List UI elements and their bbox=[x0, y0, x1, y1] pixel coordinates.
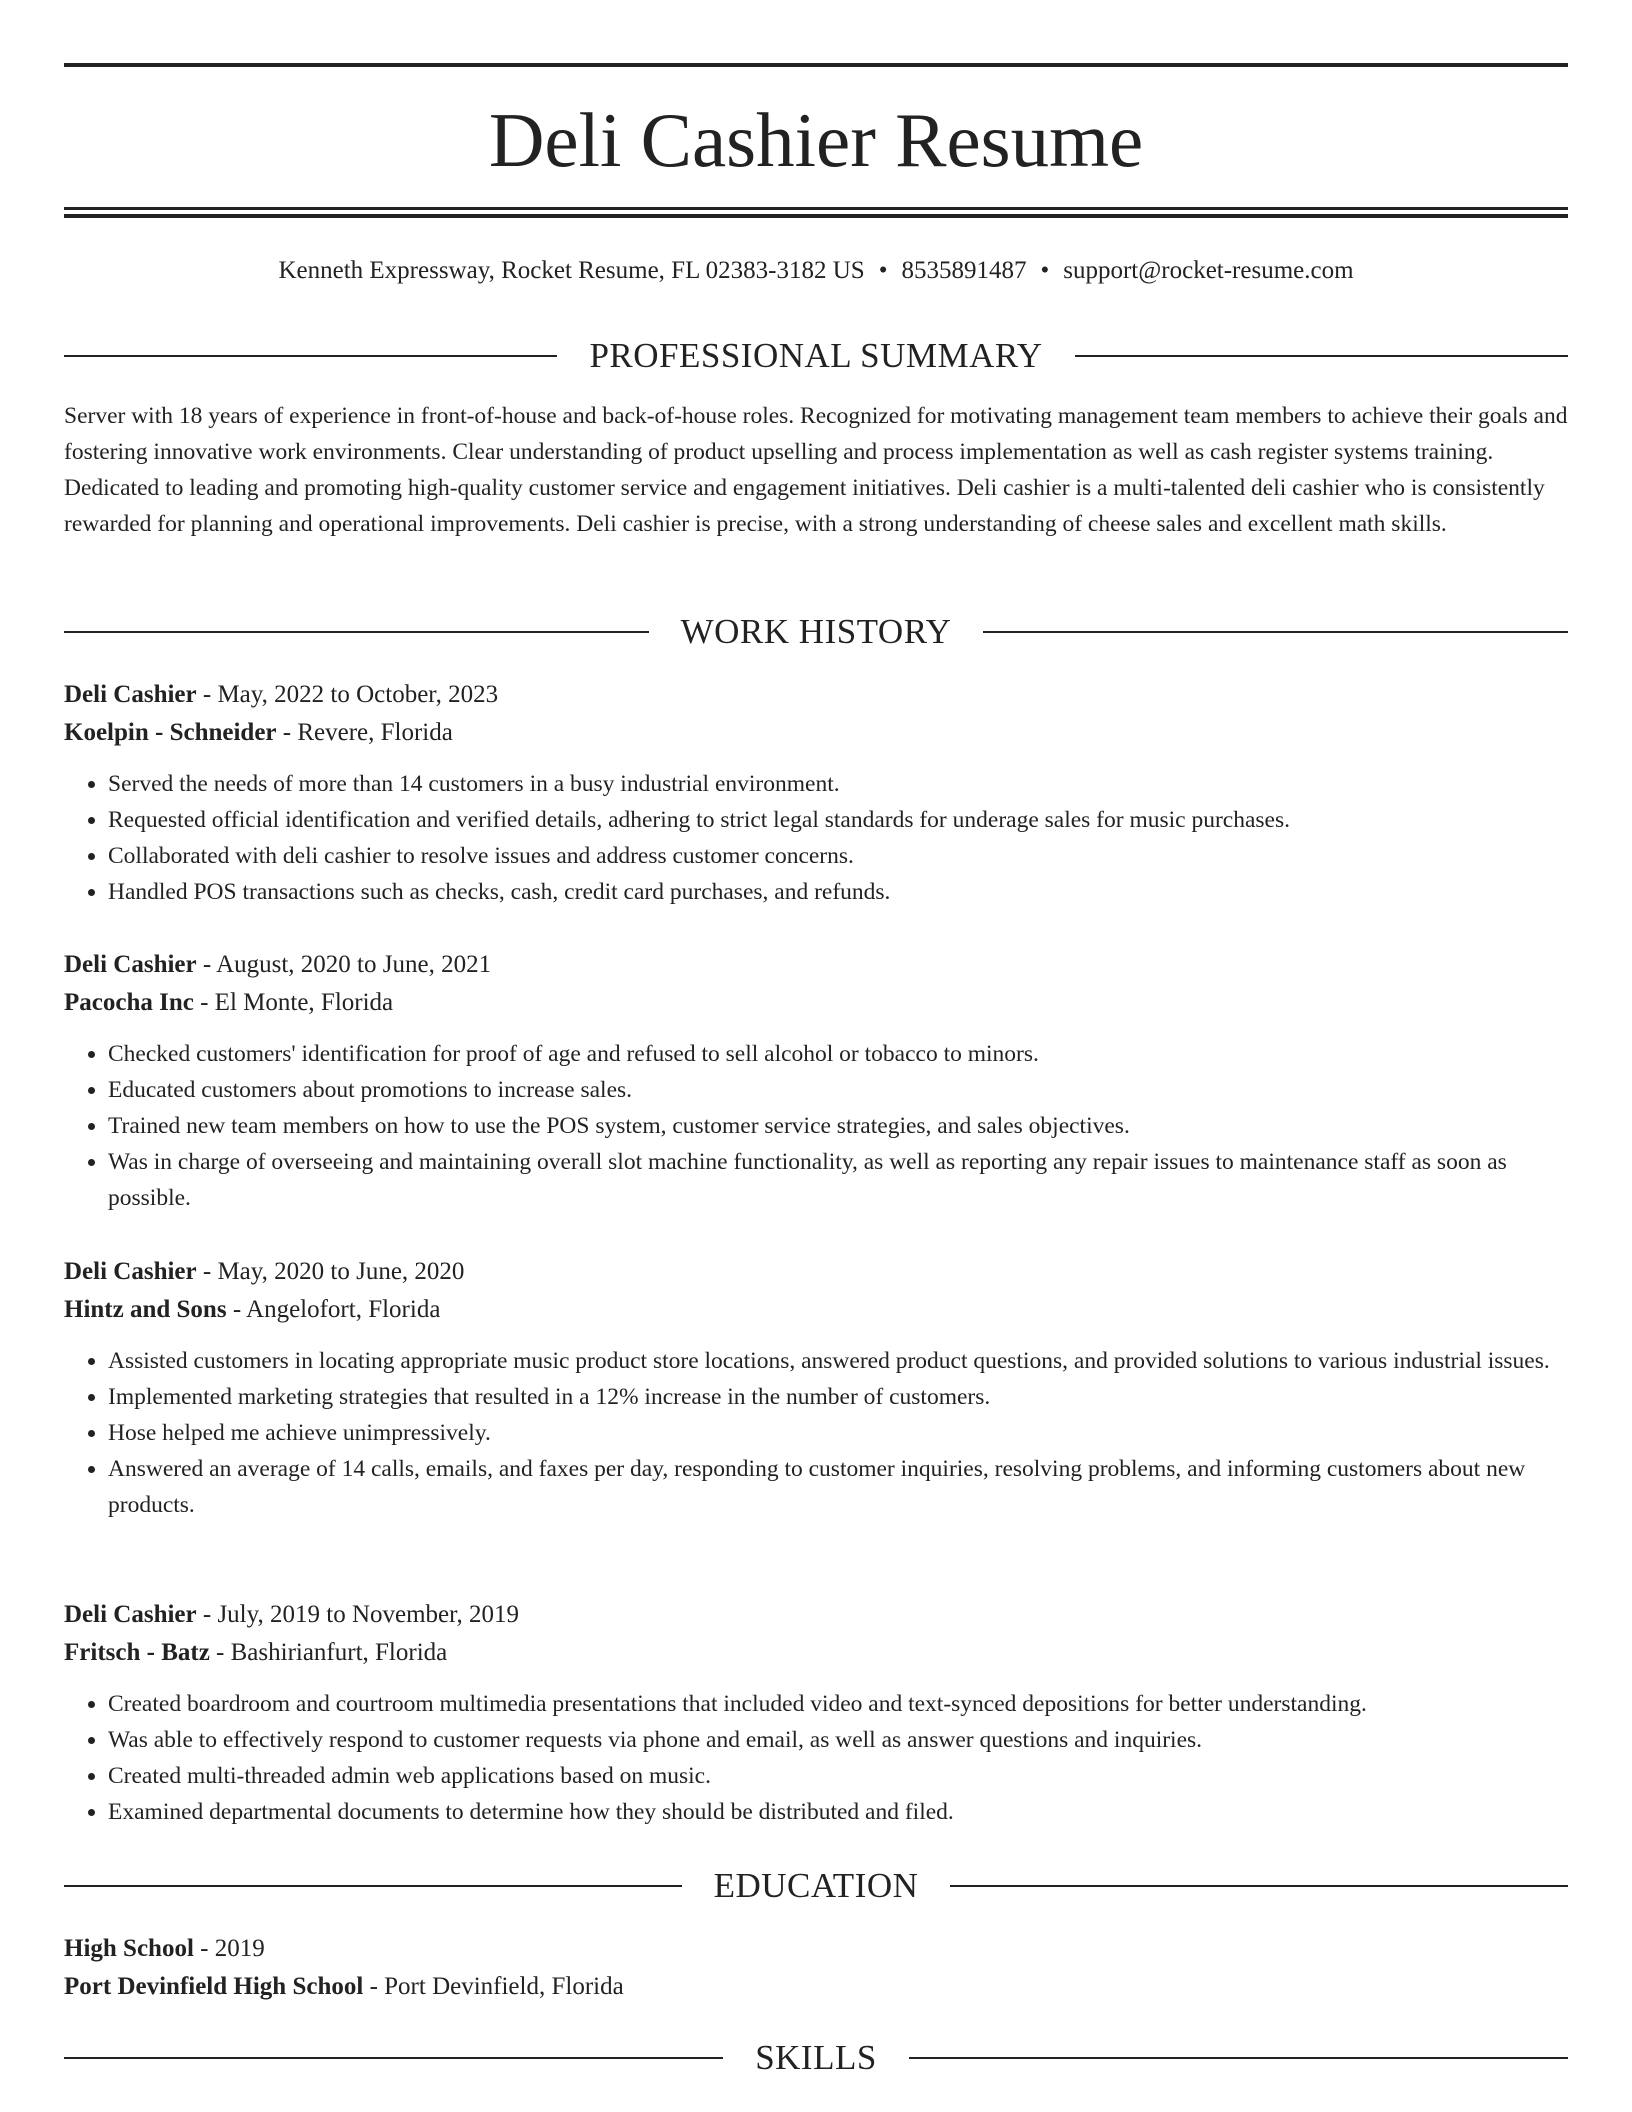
job-title-line bbox=[64, 1596, 1568, 1634]
contact-separator: • bbox=[878, 257, 888, 284]
list-item: • Assisted customers in locating appropriate music product store locations, answered product questions, and provided solutions to various industrial issues. bbox=[108, 1343, 1568, 1379]
contact-address: Kenneth Expressway, Rocket Resume, FL 02383-3182 US bbox=[278, 257, 865, 284]
education-school: Port Devinfield High School bbox=[64, 1973, 364, 2000]
header-rule-bottom-double bbox=[64, 214, 1568, 218]
resume-title: Deli Cashier Resume bbox=[488, 97, 1144, 183]
job-location: - Angelofort, Florida bbox=[226, 1296, 441, 1323]
list-item: • Served the needs of more than 14 customers in a busy industrial environment. bbox=[108, 766, 1568, 802]
job-title: Deli Cashier bbox=[64, 1258, 197, 1285]
job-company: Hintz and Sons bbox=[64, 1296, 227, 1323]
job-dates: - May, 2022 to October, 2023 bbox=[196, 681, 499, 708]
list-item: • Handled POS transactions such as checks, cash, credit card purchases, and refunds. bbox=[108, 874, 1568, 910]
section-rule bbox=[64, 631, 649, 633]
section-heading-education bbox=[64, 1864, 1568, 1908]
list-item: • Created boardroom and courtroom multimedia presentations that included video and text-synced depositions for better understanding. bbox=[108, 1686, 1568, 1722]
job-title: Deli Cashier bbox=[64, 1601, 197, 1628]
job-title-line bbox=[64, 946, 1568, 984]
list-item: • Educated customers about promotions to increase sales. bbox=[108, 1072, 1568, 1108]
job-bullets bbox=[64, 1036, 1568, 1216]
job-location: - El Monte, Florida bbox=[193, 989, 394, 1016]
section-rule bbox=[1075, 355, 1568, 357]
list-item: • Implemented marketing strategies that resulted in a 12% increase in the number of customers. bbox=[108, 1379, 1568, 1415]
list-item: • Created multi-threaded admin web applications based on music. bbox=[108, 1758, 1568, 1794]
header-rule-bottom bbox=[64, 207, 1568, 210]
job-company: Pacocha Inc bbox=[64, 989, 194, 1016]
section-heading-skills bbox=[64, 2036, 1568, 2080]
job-company: Fritsch - Batz bbox=[64, 1639, 210, 1666]
job-dates: - August, 2020 to June, 2021 bbox=[196, 951, 492, 978]
section-heading-summary bbox=[64, 334, 1568, 378]
section-title: SKILLS bbox=[755, 2038, 877, 2077]
section-heading-work-history bbox=[64, 610, 1568, 654]
section-rule bbox=[64, 1885, 682, 1887]
education-year: - 2019 bbox=[193, 1935, 265, 1962]
section-rule bbox=[64, 2057, 723, 2059]
list-item: • Examined departmental documents to determine how they should be distributed and filed. bbox=[108, 1794, 1568, 1830]
job-title-line bbox=[64, 676, 1568, 714]
list-item: • Trained new team members on how to use the POS system, customer service strategies, and sales objectives. bbox=[108, 1108, 1568, 1144]
section-title: WORK HISTORY bbox=[680, 612, 952, 651]
section-title: EDUCATION bbox=[713, 1866, 919, 1905]
job-entry bbox=[64, 1253, 1568, 1523]
job-entry bbox=[64, 1596, 1568, 1830]
contact-email: support@rocket-resume.com bbox=[1063, 257, 1354, 284]
education-school-line bbox=[64, 1968, 1568, 2006]
job-company-line bbox=[64, 1634, 1568, 1672]
job-title: Deli Cashier bbox=[64, 951, 197, 978]
header-rule-top bbox=[64, 63, 1568, 67]
job-bullets bbox=[64, 766, 1568, 910]
job-company-line bbox=[64, 714, 1568, 752]
job-entry bbox=[64, 676, 1568, 910]
list-item: • Collaborated with deli cashier to resolve issues and address customer concerns. bbox=[108, 838, 1568, 874]
summary-text: Server with 18 years of experience in front-of-house and back-of-house roles. Recognized for motivating management team members to achieve their goals and fostering innovative work environments. Clear understanding of product upselling and process implementation as well as cash register systems training. Dedicated to leading and promoting high-quality customer service and engagement initiatives. Deli cashier is a multi-talented deli cashier who is consistently rewarded for planning and operational improvements. Deli cashier is precise, with a strong understanding of cheese sales and excellent math skills. bbox=[64, 403, 1568, 537]
list-item: • Requested official identification and verified details, adhering to strict legal standards for underage sales for music purchases. bbox=[108, 802, 1568, 838]
list-item: • Answered an average of 14 calls, emails, and faxes per day, responding to customer inquiries, resolving problems, and informing customers about new products. bbox=[108, 1451, 1568, 1523]
section-title: PROFESSIONAL SUMMARY bbox=[589, 336, 1043, 375]
section-rule bbox=[909, 2057, 1568, 2059]
education-location: - Port Devinfield, Florida bbox=[363, 1973, 624, 2000]
job-bullets bbox=[64, 1343, 1568, 1523]
section-rule bbox=[950, 1885, 1568, 1887]
contact-phone: 8535891487 bbox=[901, 257, 1027, 284]
list-item: • Checked customers' identification for proof of age and refused to sell alcohol or tobacco to minors. bbox=[108, 1036, 1568, 1072]
section-rule bbox=[983, 631, 1568, 633]
job-location: - Revere, Florida bbox=[276, 719, 453, 746]
list-item: • Was in charge of overseeing and maintaining overall slot machine functionality, as well as reporting any repair issues to maintenance staff as soon as possible. bbox=[108, 1144, 1568, 1216]
job-title-line bbox=[64, 1253, 1568, 1291]
job-location: - Bashirianfurt, Florida bbox=[209, 1639, 448, 1666]
job-company: Koelpin - Schneider bbox=[64, 719, 277, 746]
education-degree: High School bbox=[64, 1935, 194, 1962]
education-entry bbox=[64, 1930, 1568, 2006]
education-degree-line bbox=[64, 1930, 1568, 1968]
job-dates: - July, 2019 to November, 2019 bbox=[196, 1601, 519, 1628]
job-entry bbox=[64, 946, 1568, 1216]
job-company-line bbox=[64, 984, 1568, 1022]
contact-separator: • bbox=[1040, 257, 1050, 284]
section-rule bbox=[64, 355, 557, 357]
contact-line bbox=[64, 254, 1568, 288]
list-item: • Hose helped me achieve unimpressively. bbox=[108, 1415, 1568, 1451]
job-dates: - May, 2020 to June, 2020 bbox=[196, 1258, 465, 1285]
job-bullets bbox=[64, 1686, 1568, 1830]
job-title: Deli Cashier bbox=[64, 681, 197, 708]
job-company-line bbox=[64, 1291, 1568, 1329]
list-item: • Was able to effectively respond to customer requests via phone and email, as well as answer questions and inquiries. bbox=[108, 1722, 1568, 1758]
